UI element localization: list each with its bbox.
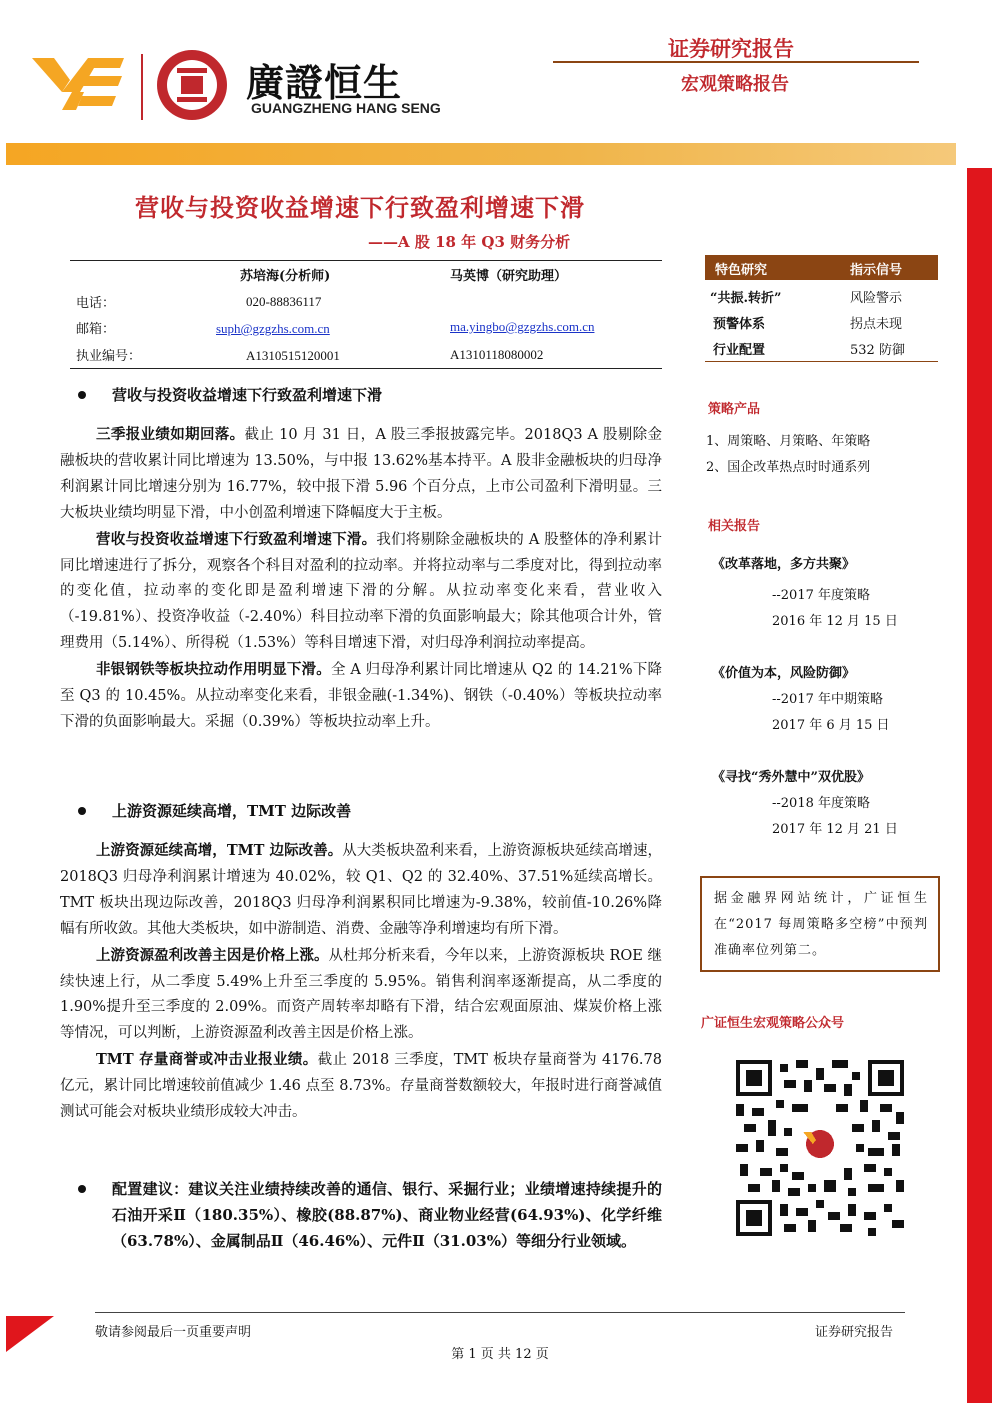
section-bullet-2 bbox=[60, 800, 662, 824]
paragraph-5-lead: 上游资源盈利改善主因是价格上涨。 bbox=[96, 946, 329, 964]
signal-col1-header: 特色研究 bbox=[715, 263, 768, 278]
section-heading-2: 上游资源延续高增，TMT 边际改善 bbox=[112, 802, 352, 820]
analyst2-email-link[interactable]: ma.yingbo@gzgzhs.com.cn bbox=[450, 319, 595, 334]
section-heading-1: 营收与投资收益增速下行致盈利增速下滑 bbox=[112, 386, 383, 404]
report-subtype: 宏观策略报告 bbox=[681, 74, 789, 95]
paragraph-3-text: 全 A 归母净利累计同比增速从 Q2 的 14.21%下降至 Q3 的 10.45%。从拉动率变化来看，非银金融(-1.34%)、钢铁（-0.40%）等板块拉动率下滑的负面影响最大。采掘（0.39%）等板块拉动率上升。 bbox=[60, 662, 663, 730]
paragraph-6 bbox=[60, 1047, 662, 1126]
signal-table-bottom-rule bbox=[705, 361, 938, 362]
signal-row-3-label: 行业配置 bbox=[713, 343, 766, 358]
logo-seal-icon bbox=[157, 50, 227, 120]
signal-table-header bbox=[705, 255, 938, 280]
section-2-body bbox=[60, 838, 662, 1126]
report-type: 证券研究报告 bbox=[668, 37, 794, 61]
allocation-recommendation: 配置建议：建议关注业绩持续改善的通信、银行、采掘行业；业绩增速持续提升的石油开采Ⅱ（180.35%）、橡胶(88.87%)、商业物业经营(64.93%)、化学纤维（63.78%）、金属制品Ⅱ（46.46%）、元件Ⅱ（31.03%）等细分行业领域。 bbox=[112, 1180, 662, 1250]
signal-row-3-value: 532 防御 bbox=[850, 343, 905, 358]
logo-divider bbox=[141, 54, 143, 120]
products-title: 策略产品 bbox=[708, 402, 761, 417]
paragraph-6-lead: TMT 存量商誉或冲击业报业绩。 bbox=[96, 1051, 318, 1069]
paragraph-2 bbox=[60, 527, 662, 658]
page-number: 第 1 页 共 12 页 bbox=[451, 1347, 549, 1362]
analyst1-license: A1310515120001 bbox=[246, 348, 340, 363]
analyst-table-bottom-rule bbox=[70, 368, 662, 369]
related-report-1-sub: --2017 年度策略 bbox=[772, 588, 871, 603]
analyst1-name: 苏培海(分析师) bbox=[240, 269, 331, 284]
page-title: 营收与投资收益增速下行致盈利增速下滑 bbox=[135, 193, 585, 222]
paragraph-5 bbox=[60, 943, 662, 1048]
bullet-dot-icon bbox=[78, 391, 86, 399]
paragraph-3 bbox=[60, 657, 662, 736]
signal-row-2-label: 预警体系 bbox=[713, 317, 766, 332]
product-item-1: 1、周策略、月策略、年策略 bbox=[706, 434, 871, 449]
signal-row-1-value: 风险警示 bbox=[850, 291, 903, 306]
signal-col2-header: 指示信号 bbox=[850, 263, 903, 278]
ranking-note-text: 据金融界网站统计，广证恒生在“2017 每周策略多空榜”中预判准确率位列第二。 bbox=[714, 891, 928, 958]
analyst2-name: 马英博（研究助理） bbox=[450, 269, 568, 284]
ranking-note-box bbox=[700, 876, 940, 972]
header-divider bbox=[553, 61, 919, 63]
logo-y-mark bbox=[32, 52, 124, 110]
phone-label: 电话： bbox=[76, 296, 116, 311]
analyst-table-top-rule bbox=[70, 260, 662, 261]
analyst2-license: A1310118080002 bbox=[450, 347, 544, 362]
email-label: 邮箱： bbox=[76, 322, 116, 337]
related-report-3-title[interactable]: 《寻找“秀外慧中”双优股》 bbox=[712, 770, 870, 785]
paragraph-4 bbox=[60, 838, 662, 943]
bullet-dot-icon bbox=[78, 1185, 86, 1193]
paragraph-2-lead: 营收与投资收益增速下行致盈利增速下滑。 bbox=[96, 530, 377, 548]
brand-name-en: GUANGZHENG HANG SENG bbox=[251, 100, 441, 116]
footer-report-type: 证券研究报告 bbox=[815, 1325, 894, 1340]
related-report-2-sub: --2017 年中期策略 bbox=[772, 692, 884, 707]
header-banner bbox=[6, 143, 956, 165]
related-report-3-date: 2017 年 12 月 21 日 bbox=[772, 822, 898, 837]
related-report-2-date: 2017 年 6 月 15 日 bbox=[772, 718, 890, 733]
product-item-2: 2、国企改革热点时时通系列 bbox=[706, 460, 871, 475]
analyst1-email-link[interactable]: suph@gzgzhs.com.cn bbox=[216, 321, 330, 336]
brand-name-cn: 廣證恒生 bbox=[246, 61, 403, 105]
footer-rule bbox=[95, 1312, 905, 1313]
page-subtitle: ——A 股 18 年 Q3 财务分析 bbox=[368, 233, 571, 251]
wechat-account-title: 广证恒生宏观策略公众号 bbox=[701, 1016, 845, 1031]
related-reports-title: 相关报告 bbox=[708, 519, 761, 534]
signal-row-1-label: “共振.转折” bbox=[710, 291, 782, 306]
related-report-2-title[interactable]: 《价值为本，风险防御》 bbox=[712, 666, 856, 681]
related-report-1-title[interactable]: 《改革落地，多方共聚》 bbox=[712, 557, 856, 572]
license-label: 执业编号： bbox=[76, 349, 142, 364]
paragraph-4-lead: 上游资源延续高增，TMT 边际改善。 bbox=[96, 842, 343, 859]
section-bullet-1 bbox=[60, 384, 662, 408]
paragraph-5-text: 从杜邦分析来看，今年以来，上游资源板块 ROE 继续快速上行，从二季度 5.49%上升至三季度的 5.95%。销售利润率逐渐提高，从二季度的 1.90%提升至三季度的 2.09%。而资产周转率却略有下滑，结合宏观面原油、煤炭价格上涨等情况，可以判断，上游资源盈利改善主因是价格上涨。 bbox=[60, 947, 663, 1042]
right-edge-bar bbox=[967, 168, 992, 1403]
footer-disclaimer-note: 敬请参阅最后一页重要声明 bbox=[95, 1325, 252, 1340]
paragraph-1-lead: 三季报业绩如期回落。 bbox=[96, 426, 245, 443]
paragraph-3-lead: 非银钢铁等板块拉动作用明显下滑。 bbox=[96, 661, 331, 679]
paragraph-6-text: 截止 2018 三季度，TMT 板块存量商誉为 4176.78 亿元，累计同比增速较前值减少 1.46 点至 8.73%。存量商誉数额较大，年报时进行商誉减值测试可能会对板块业绩形成较大冲击。 bbox=[60, 1052, 662, 1121]
wechat-qr-code-icon[interactable] bbox=[736, 1060, 904, 1236]
paragraph-2-text: 我们将剔除金融板块的 A 股整体的净利累计同比增速进行了拆分，观察各个科目对盈利的拉动率。并将拉动率与二季度对比，得到拉动率的变化值，拉动率的变化即是盈利增速下滑的分解。从拉动率变化来看，营业收入（-19.81%）、投资净收益（-2.40%）科目拉动率下滑的负面影响最大；除其他项合计外，管理费用（5.14%）、所得税（1.53%）等科目增速下滑，对归母净利润拉动率提高。 bbox=[60, 531, 662, 652]
related-report-1-date: 2016 年 12 月 15 日 bbox=[772, 614, 898, 629]
paragraph-1-text: 截止 10 月 31 日，A 股三季报披露完毕。2018Q3 A 股剔除金融板块的营收累计同比增速为 13.50%，与中报 13.62%基本持平。A 股非金融板块的归母净利润累计同比增速分别为 16.77%，较中报下滑 5.96 个百分点，上市公司盈利下滑明显。三大板块业绩均明显下滑，中小创盈利增速下降幅度大于主板。 bbox=[60, 427, 663, 521]
section-1-body bbox=[60, 422, 662, 736]
bullet-dot-icon bbox=[78, 807, 86, 815]
analyst1-phone: 020-88836117 bbox=[246, 294, 322, 309]
section-bullet-3 bbox=[60, 1176, 662, 1254]
signal-row-2-value: 拐点未现 bbox=[850, 317, 903, 332]
paragraph-4-text: 从大类板块盈利来看，上游资源板块延续高增速，2018Q3 归母净利润累计增速为 40.02%，较 Q1、Q2 的 32.40%、37.51%延续高增长。TMT 板块出现边际改善，2018Q3 归母净利润累积同比增速为-9.38%，较前值-10.26%降幅有所收敛。其他大类板块，如中游制造、消费、金融等净利增速均有所下滑。 bbox=[60, 843, 662, 937]
paragraph-1 bbox=[60, 422, 662, 527]
related-report-3-sub: --2018 年度策略 bbox=[772, 796, 871, 811]
